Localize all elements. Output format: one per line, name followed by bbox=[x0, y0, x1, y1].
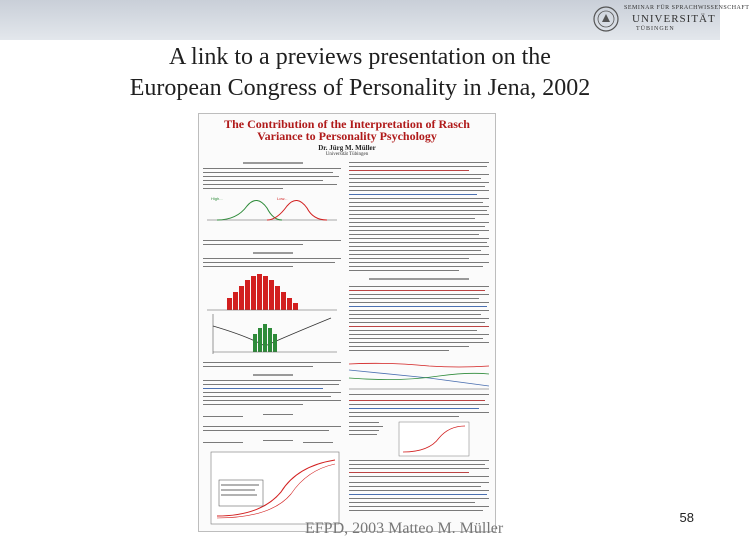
poster-title: The Contribution of the Interpretation of Rasch Variance to Personality Psychology bbox=[224, 117, 470, 143]
university-logo bbox=[592, 2, 749, 38]
poster-left-column bbox=[203, 160, 343, 528]
poster-figure-icc bbox=[211, 452, 339, 524]
slide-title bbox=[60, 42, 660, 104]
poster-link-thumbnail[interactable] bbox=[198, 113, 496, 532]
poster-figure-lines bbox=[349, 356, 489, 390]
svg-text:High...: High... bbox=[211, 196, 223, 201]
svg-text:Low...: Low... bbox=[277, 196, 288, 201]
poster-affiliation: Universität Tübingen bbox=[325, 152, 369, 157]
poster-figure-histograms bbox=[207, 270, 337, 358]
poster-section-bar bbox=[243, 162, 303, 164]
page-number: 58 bbox=[679, 510, 694, 525]
logo-line-3: TÜBINGEN bbox=[636, 26, 675, 32]
slide-title-line-1: A link to a previews presentation on the bbox=[169, 44, 551, 70]
logo-line-2: UNIVERSITÄT bbox=[632, 13, 716, 25]
poster-author: Dr. Jürg M. Müller bbox=[318, 144, 376, 152]
logo-line-1: SEMINAR FÜR SPRACHWISSENSCHAFT bbox=[624, 5, 749, 11]
poster-right-column bbox=[349, 160, 491, 528]
slide-title-line-2: European Congress of Personality in Jena, 2002 bbox=[129, 75, 591, 101]
poster-figure-curves bbox=[207, 194, 337, 236]
university-seal-icon bbox=[592, 5, 620, 33]
poster-figure-small-curve bbox=[399, 422, 469, 456]
slide-footer: EFPD, 2003 Matteo M. Müller bbox=[305, 520, 504, 537]
